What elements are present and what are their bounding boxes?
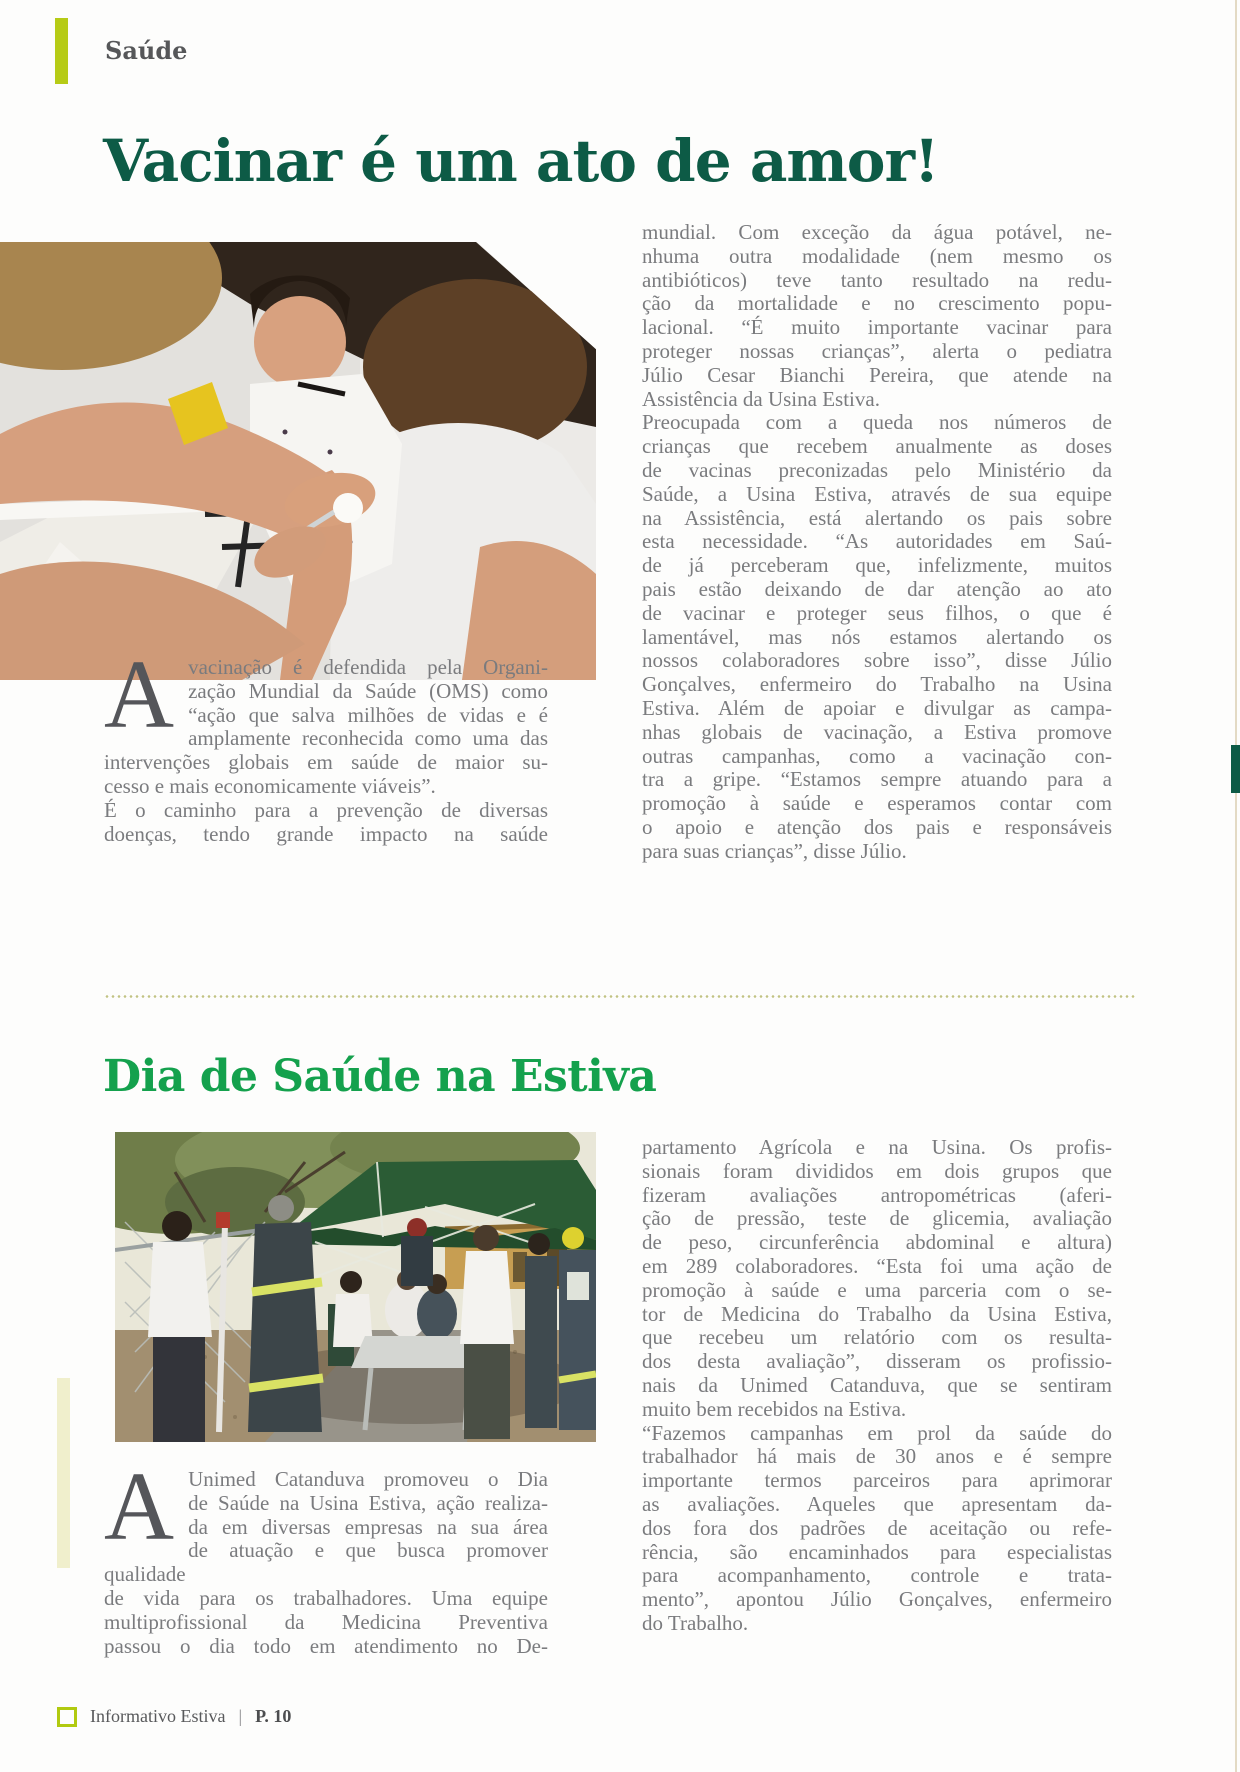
text-line: sionais foram divididos em dois grupos que	[642, 1158, 1112, 1183]
article2-right-text	[642, 1136, 1112, 1636]
text-line: doenças, tendo grande impacto na saúde	[104, 821, 548, 846]
text-line: Saúde, a Usina Estiva, através de sua equipe	[642, 481, 1112, 506]
text-line: ção de pressão, teste de glicemia, avaliação	[642, 1206, 1112, 1231]
text-line: da em diversas empresas na sua área	[188, 1514, 548, 1539]
text-line: nhas globais de vacinação, a Estiva promove	[642, 719, 1112, 744]
text-line: de já perceberam que, infelizmente, muitos	[642, 553, 1112, 578]
text-line: promoção à saúde e esperamos contar com	[642, 791, 1112, 816]
text-line: mento”, apontou Júlio Gonçalves, enfermeiro	[642, 1587, 1112, 1612]
text-line: trabalhador há mais de 30 anos e é sempre	[642, 1444, 1112, 1469]
text-line: intervenções globais em saúde de maior su-	[104, 750, 548, 775]
text-line: Preocupada com a queda nos números de	[642, 410, 1112, 435]
text-line: antibióticos) teve tanto resultado na redu-	[642, 267, 1112, 292]
text-line: Assistência da Usina Estiva.	[642, 386, 880, 411]
text-line: tor de Medicina do Trabalho da Usina Estiva,	[642, 1301, 1112, 1326]
text-line: dos fora dos padrões de aceitação ou refe-	[642, 1515, 1112, 1540]
text-line: nossos colaboradores sobre isso”, disse Júlio	[642, 648, 1112, 673]
article2-dropcap: A	[104, 1453, 175, 1560]
text-line: outras campanhas, como a vacinação con-	[642, 743, 1112, 768]
text-line: vacinação é defendida pela Organi-	[188, 655, 548, 679]
text-line: fizeram avaliações antropométricas (aferi-	[642, 1182, 1112, 1207]
dotted-separator	[104, 995, 1136, 998]
text-line: nhuma outra modalidade (nem mesmo os	[642, 243, 1112, 268]
text-line: promoção à saúde e uma parceria com o se-	[642, 1277, 1112, 1302]
text-line: cesso e mais economicamente viáveis”.	[104, 773, 436, 798]
text-line: Unimed Catanduva promoveu o Dia	[188, 1467, 548, 1491]
text-line: crianças que recebem anualmente as doses	[642, 434, 1112, 459]
article1-right-column	[642, 221, 1112, 864]
text-line: as avaliações. Aqueles que apresentam da-	[642, 1491, 1112, 1516]
text-line: amplamente reconhecida como uma das	[188, 726, 548, 751]
text-line: de vacinas preconizadas pelo Ministério da	[642, 457, 1112, 482]
text-line: mundial. Com exceção da água potável, ne-	[642, 220, 1112, 244]
vaccination-photo-illustration	[0, 242, 596, 680]
text-line: zação Mundial da Saúde (OMS) como	[188, 678, 548, 703]
text-line: proteger nossas crianças”, alerta o pediatra	[642, 338, 1112, 363]
text-line: tra a gripe. “Estamos sempre atuando para a	[642, 767, 1112, 792]
text-line: de vida para os trabalhadores. Uma equipe	[104, 1585, 548, 1610]
section-label: Saúde	[105, 36, 188, 65]
health-day-photo	[115, 1132, 596, 1442]
text-line: É o caminho para a prevenção de diversas	[104, 797, 548, 822]
right-edge-tab	[1231, 745, 1240, 793]
text-line: de peso, circunferência abdominal e altura)	[642, 1230, 1112, 1255]
text-line: dos desta avaliação”, disseram os profissio-	[642, 1349, 1112, 1374]
text-line: rência, são encaminhados para especialistas	[642, 1539, 1112, 1564]
health-day-photo-illustration	[115, 1132, 596, 1442]
text-line: de vacinar e proteger seus filhos, o que é	[642, 600, 1112, 625]
article2-left-column	[104, 1453, 548, 1658]
left-accent-strip	[57, 1378, 70, 1568]
text-line: do Trabalho.	[642, 1610, 749, 1635]
footer-square-icon	[57, 1707, 77, 1727]
page-edge-line	[1235, 0, 1237, 1772]
footer-brand: Informativo Estiva	[90, 1706, 226, 1726]
footer-page-number: P. 10	[255, 1706, 292, 1726]
article2-right-column	[642, 1136, 1112, 1636]
vaccination-photo	[0, 242, 596, 680]
article1-left-column	[104, 641, 548, 846]
text-line: partamento Agrícola e na Usina. Os profis-	[642, 1135, 1112, 1159]
text-line: multiprofissional da Medicina Preventiva	[104, 1609, 548, 1634]
text-line: de atuação e que busca promover qualidade	[104, 1538, 548, 1587]
text-line: muito bem recebidos na Estiva.	[642, 1396, 907, 1421]
text-line: ção da mortalidade e no crescimento popu-	[642, 291, 1112, 316]
text-line: o apoio e atenção dos pais e responsáveis	[642, 814, 1112, 839]
text-line: pais estão deixando de dar atenção ao ato	[642, 576, 1112, 601]
section-accent-bar	[55, 18, 68, 84]
text-line: esta necessidade. “As autoridades em Saú-	[642, 529, 1112, 554]
text-line: Gonçalves, enfermeiro do Trabalho na Usina	[642, 672, 1112, 697]
article1-dropcap: A	[104, 641, 175, 748]
text-line: importante termos parceiros para aprimorar	[642, 1468, 1112, 1493]
footer-separator: |	[238, 1706, 243, 1726]
text-line: na Assistência, está alertando os pais sobre	[642, 505, 1112, 530]
page-footer	[57, 1706, 291, 1727]
text-line: passou o dia todo em atendimento no De-	[104, 1633, 548, 1658]
text-line: “ação que salva milhões de vidas e é	[188, 702, 548, 727]
text-line: Júlio Cesar Bianchi Pereira, que atende na	[642, 362, 1112, 387]
article1-right-text	[642, 221, 1112, 864]
article1-title: Vacinar é um ato de amor!	[103, 126, 939, 195]
text-line: Estiva. Além de apoiar e divulgar as campa-	[642, 695, 1112, 720]
text-line: lacional. “É muito importante vacinar para	[642, 315, 1112, 340]
text-line: lamentável, mas nós estamos alertando os	[642, 624, 1112, 649]
text-line: de Saúde na Usina Estiva, ação realiza-	[188, 1490, 548, 1515]
text-line: “Fazemos campanhas em prol da saúde do	[642, 1420, 1112, 1445]
article2-title: Dia de Saúde na Estiva	[103, 1050, 657, 1102]
text-line: em 289 colaboradores. “Esta foi uma ação de	[642, 1253, 1112, 1278]
text-line: para suas crianças”, disse Júlio.	[642, 838, 907, 863]
text-line: nais da Unimed Catanduva, que se sentiram	[642, 1372, 1112, 1397]
text-line: para acompanhamento, controle e trata-	[642, 1563, 1112, 1588]
text-line: que recebeu um relatório com os resulta-	[642, 1325, 1112, 1350]
